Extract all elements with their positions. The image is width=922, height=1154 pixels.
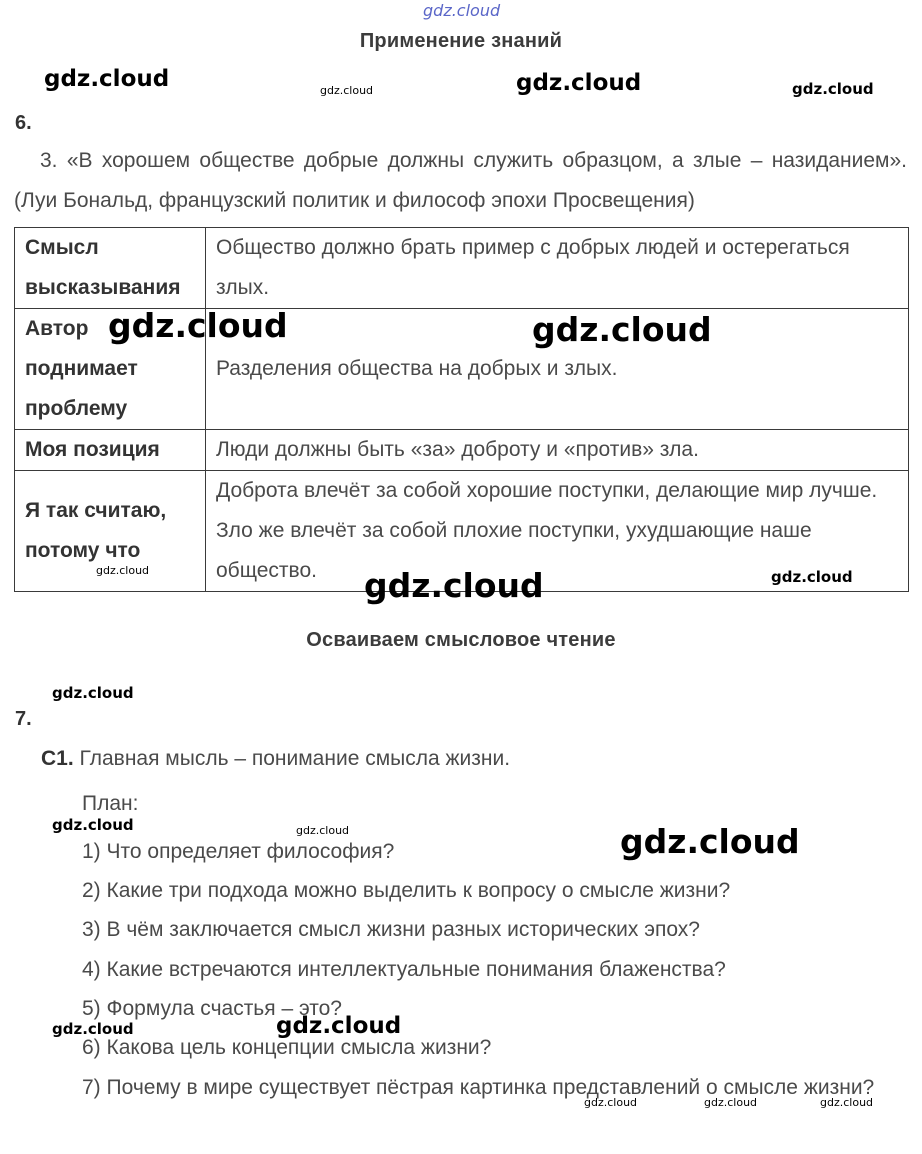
watermark: gdz.cloud xyxy=(276,1013,402,1039)
plan-item: 3) В чём заключается смысл жизни разных исторических эпох? xyxy=(82,918,700,941)
answer-table xyxy=(14,227,909,592)
task-number-6: 6. xyxy=(15,112,32,134)
watermark: gdz.cloud xyxy=(364,566,544,605)
watermark: gdz.cloud xyxy=(108,306,288,345)
watermark: gdz.cloud xyxy=(532,310,712,349)
row-label: Я так считаю, потому что xyxy=(15,471,206,592)
c1-line xyxy=(41,739,510,779)
plan-label: План: xyxy=(82,792,139,815)
row-value: Общество должно брать пример с добрых людей и остерегаться злых. xyxy=(206,228,909,309)
task-number-7: 7. xyxy=(15,708,32,730)
row-label: Автор поднимает проблему xyxy=(15,309,206,430)
table-row xyxy=(15,228,909,309)
plan-item: 1) Что определяет философия? xyxy=(82,840,395,863)
row-value: Люди должны быть «за» доброту и «против» зла. xyxy=(206,430,909,471)
watermark: gdz.cloud xyxy=(620,822,800,861)
watermark: gdz.cloud xyxy=(320,84,374,97)
section-title-application: Применение знаний xyxy=(359,30,563,52)
c1-label: С1. xyxy=(41,747,74,770)
row-label: Смысл высказывания xyxy=(15,228,206,309)
section-title-semantic-reading: Осваиваем смысловое чтение xyxy=(306,629,616,651)
plan-item: 5) Формула счастья – это? xyxy=(82,997,342,1020)
plan-item: 4) Какие встречаются интеллектуальные понимания блаженства? xyxy=(82,958,726,981)
row-label: Моя позиция xyxy=(15,430,206,471)
c1-text: Главная мысль – понимание смысла жизни. xyxy=(79,747,511,770)
watermark: gdz.cloud xyxy=(52,816,134,834)
watermark: gdz.cloud xyxy=(52,684,134,702)
watermark: gdz.cloud xyxy=(516,70,642,96)
watermark: gdz.cloud xyxy=(704,1096,758,1109)
row-value: Разделения общества на добрых и злых. xyxy=(206,309,909,430)
plan-item: 6) Какова цель концепции смысла жизни? xyxy=(82,1036,492,1059)
watermark: gdz.cloud xyxy=(771,568,853,586)
watermark: gdz.cloud xyxy=(296,824,350,837)
row-value: Доброта влечёт за собой хорошие поступки, делающие мир лучше. Зло же влечёт за собой плохие поступки, ухудшающие наше общество. xyxy=(206,471,909,592)
plan-item: 7) Почему в мире существует пёстрая картинка представлений о смысле жизни? xyxy=(82,1076,875,1099)
plan-item: 2) Какие три подхода можно выделить к вопросу о смысле жизни? xyxy=(82,879,731,902)
top-watermark: gdz.cloud xyxy=(423,1,501,20)
watermark: gdz.cloud xyxy=(820,1096,874,1109)
watermark: gdz.cloud xyxy=(52,1020,134,1038)
watermark: gdz.cloud xyxy=(44,66,170,92)
watermark: gdz.cloud xyxy=(96,564,150,577)
watermark: gdz.cloud xyxy=(584,1096,638,1109)
watermark: gdz.cloud xyxy=(792,80,874,98)
quote-paragraph: 3. «В хорошем обществе добрые должны служить образцом, а злые – назиданием». (Луи Бональд, французский политик и философ эпохи Просвещения) xyxy=(14,149,907,212)
table-row xyxy=(15,430,909,471)
